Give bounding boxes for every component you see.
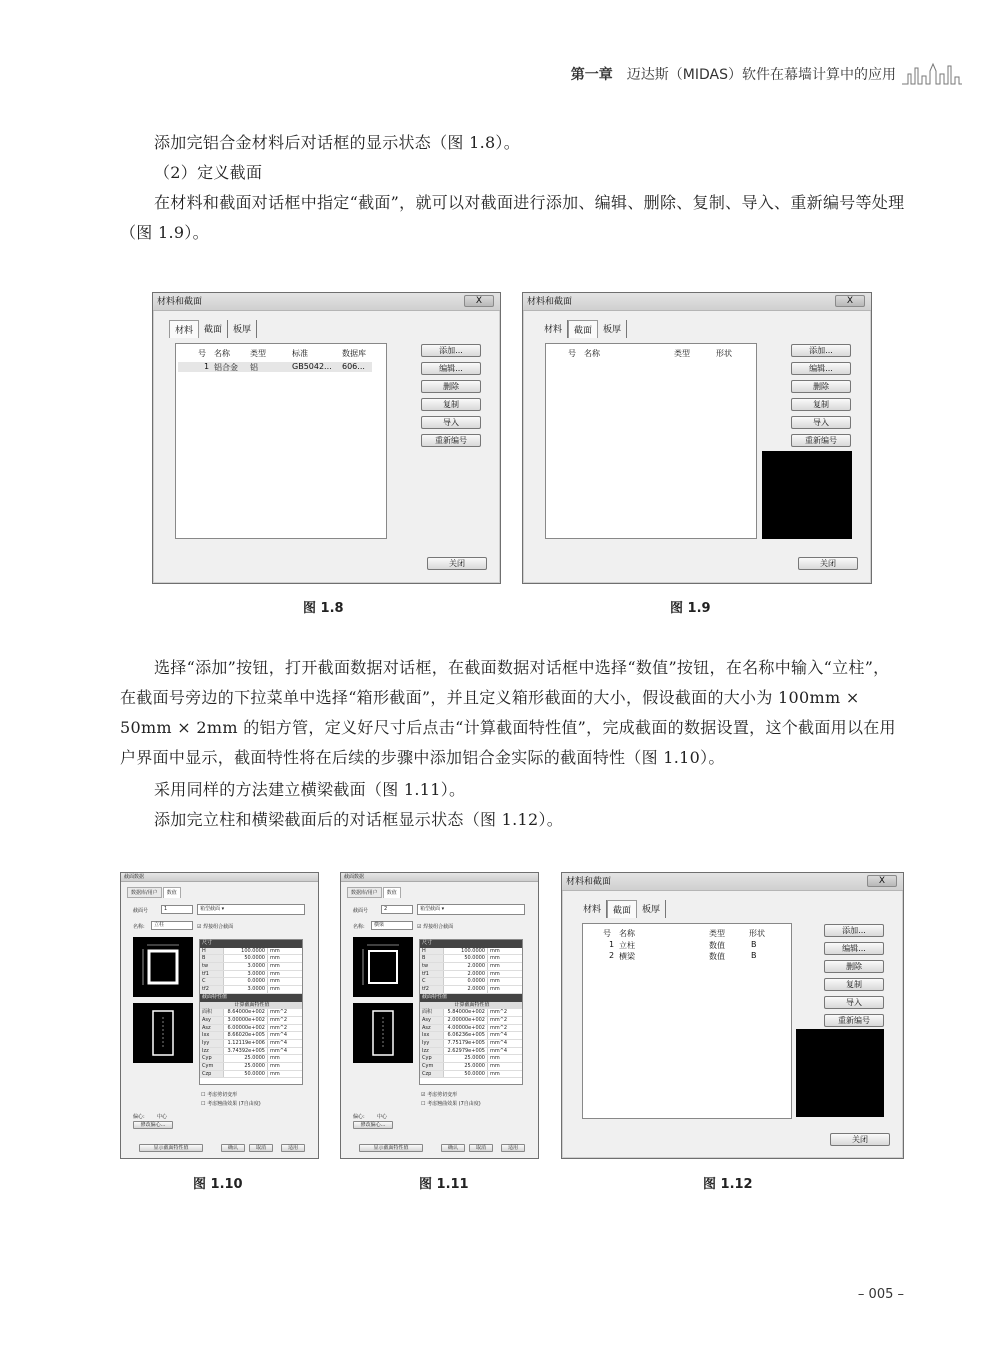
tab-materials[interactable]: 材料 [578,900,607,918]
weld-checkbox[interactable]: ☑ 焊接组合截面 [417,924,454,930]
table-row: Asz 6.00000e+002 mm^2 [200,1025,302,1033]
tab-database-user[interactable]: 数据库/用户 [127,887,162,898]
name-label: 名称: [353,924,365,930]
column-header: 名称 [214,349,230,358]
shape-value: 箱型截面 [420,906,441,912]
add-button[interactable]: 添加... [824,924,884,937]
dialog-title-bar [562,873,903,891]
table-row: Cyp 25.0000 mm [420,1055,522,1063]
table-row: Ixx 6.06236e+005 mm^4 [420,1032,522,1040]
show-properties-button[interactable]: 显示截面特性值 [139,1144,203,1152]
table-row: Cym 25.0000 mm [420,1063,522,1071]
table-row: Cym 25.0000 mm [200,1063,302,1071]
name-label: 名称: [133,924,145,930]
tab-strip [539,320,627,338]
section-3d-icon [353,1003,413,1063]
warping-checkbox[interactable]: ☐ 考虑翘曲效果 (7自由度) [201,1101,261,1107]
table-row: Ixx 8.66020e+005 mm^4 [200,1032,302,1040]
box-section-diagram [353,937,413,997]
table-row: Czp 50.0000 mm [200,1071,302,1079]
row-type: 数值 [709,952,725,961]
figure-caption-1-8: 图 1.8 [303,601,344,616]
sections-list[interactable] [545,343,757,539]
close-icon[interactable]: X [464,295,494,307]
renumber-button[interactable]: 重新编号 [824,1014,884,1027]
modify-offset-button[interactable]: 修改偏心... [133,1121,173,1129]
shear-checkbox-label: 考虑剪切变形 [207,1092,238,1098]
modify-offset-button[interactable]: 修改偏心... [353,1121,393,1129]
tab-values[interactable]: 数值 [163,887,181,898]
calc-properties-button[interactable]: 计算截面特性值 [420,1002,522,1010]
offset-value: 中心 [377,1114,388,1120]
shape-dropdown[interactable]: 箱型截面 ▾ [417,904,525,915]
tab-thickness[interactable]: 板厚 [598,320,627,338]
properties-table[interactable] [199,939,303,1085]
calc-properties-button[interactable]: 计算截面特性值 [200,1002,302,1010]
column-header: 名称 [584,349,600,358]
import-button[interactable]: 导入 [791,416,851,429]
shape-value: 箱型截面 [200,906,221,912]
cancel-button[interactable]: 取消 [469,1144,493,1152]
add-button[interactable]: 添加... [791,344,851,357]
table-row[interactable]: tf1 3.0000 mm [200,971,302,979]
skyline-icon [902,62,962,86]
copy-button[interactable]: 复制 [824,978,884,991]
table-row[interactable]: tw 2.0000 mm [420,963,522,971]
tab-strip [127,887,182,898]
figure-caption-1-12: 图 1.12 [703,1177,753,1192]
table-row[interactable]: C 0.0000 mm [200,978,302,986]
edit-button[interactable]: 编辑... [791,362,851,375]
table-row[interactable]: H 100.0000 mm [420,948,522,956]
dialog-title: 截面数据 [341,873,538,882]
column-header: 号 [198,349,206,358]
show-properties-button[interactable]: 显示截面特性值 [359,1144,423,1152]
table-row[interactable] [585,951,789,961]
weld-checkbox-label: 焊接组合截面 [203,924,234,930]
tab-strip [347,887,402,898]
row-shape: B [751,951,757,960]
section-data-dialog-fig110 [120,872,319,1159]
table-row: Czp 50.0000 mm [420,1071,522,1079]
column-header: 形状 [716,349,732,358]
tab-strip [169,320,257,338]
table-row[interactable]: B 50.0000 mm [420,955,522,963]
column-header: 类型 [674,349,690,358]
offset-label: 偏心: [353,1114,365,1120]
sections-list[interactable] [582,923,792,1119]
paragraph-6: 添加完立柱和横梁截面后的对话框显示状态（图 1.12）。 [154,810,564,829]
section-no-label: 截面号 [133,908,149,914]
dialog-title-bar [523,293,871,311]
column-header: 类型 [709,929,725,938]
shear-checkbox[interactable]: ☐ 考虑剪切变形 [201,1092,238,1098]
weld-checkbox[interactable]: ☑ 焊接组合截面 [197,924,234,930]
table-row[interactable]: tf1 2.0000 mm [420,971,522,979]
row-type: 铝 [250,363,258,372]
chapter-label: 第一章 [570,67,613,83]
column-header: 名称 [619,929,635,938]
ok-button[interactable]: 确认 [441,1144,465,1152]
section-preview [133,1003,193,1063]
shape-dropdown[interactable]: 箱型截面 ▾ [197,904,305,915]
section-3d-icon [133,1003,193,1063]
row-name: 铝合金 [214,363,238,372]
copy-button[interactable]: 复制 [791,398,851,411]
close-button[interactable]: 关闭 [830,1133,890,1146]
tab-thickness[interactable]: 板厚 [637,900,666,918]
row-type: 数值 [709,941,725,950]
table-row[interactable]: H 100.0000 mm [200,948,302,956]
paragraph-2: （2）定义截面 [154,163,263,182]
table-row: 面积 8.64000e+002 mm^2 [200,1009,302,1017]
edit-button[interactable]: 编辑... [421,362,481,375]
section-data-dialog-fig111 [340,872,539,1159]
row-standard: GB5042... [292,362,332,371]
paragraph-3: 在材料和截面对话框中指定“截面”，就可以对截面进行添加、编辑、删除、复制、导入、重新编号等处理（图 1.9）。 [120,193,905,242]
running-header [571,62,962,86]
materials-sections-dialog-fig112 [561,872,904,1159]
close-button[interactable]: 关闭 [798,557,858,570]
section-preview [353,1003,413,1063]
properties-table[interactable] [419,939,523,1085]
table-row: Asz 4.00000e+002 mm^2 [420,1025,522,1033]
table-row: 面积 5.84000e+002 mm^2 [420,1009,522,1017]
table-row: Izz 2.62979e+005 mm^4 [420,1048,522,1056]
table-row: Izz 3.74392e+005 mm^4 [200,1048,302,1056]
table-row[interactable]: tf2 3.0000 mm [200,986,302,994]
add-button[interactable]: 添加... [421,344,481,357]
renumber-button[interactable]: 重新编号 [791,434,851,447]
column-header: 号 [603,929,611,938]
offset-label: 偏心: [133,1114,145,1120]
figure-caption-1-9: 图 1.9 [670,601,711,616]
section-no-label: 截面号 [353,908,369,914]
dialog-title-bar [153,293,500,311]
row-number: 1 [609,940,615,949]
materials-sections-dialog-fig19 [522,292,872,584]
figure-caption-1-11: 图 1.11 [419,1177,469,1192]
delete-button[interactable]: 删除 [421,380,481,393]
name-field[interactable]: 横梁 [371,921,413,930]
tab-materials[interactable]: 材料 [169,320,199,338]
tab-strip [578,900,666,918]
table-row: Asy 2.00000e+002 mm^2 [420,1017,522,1025]
table-row: Cyp 25.0000 mm [200,1055,302,1063]
import-button[interactable]: 导入 [421,416,481,429]
tab-sections[interactable]: 截面 [199,320,228,338]
materials-sections-dialog-fig18 [152,292,501,584]
dimension-section-header: 尺寸 [200,940,302,948]
warping-checkbox-label: 考虑翘曲效果 (7自由度) [427,1101,481,1107]
table-row[interactable]: B 50.0000 mm [200,955,302,963]
tab-materials[interactable]: 材料 [539,320,568,338]
chapter-title: 迈达斯（MIDAS）软件在幕墙计算中的应用 [626,67,896,83]
row-number: 2 [609,951,615,960]
apply-button[interactable]: 适用 [281,1144,305,1152]
close-icon[interactable]: X [867,875,897,887]
dimension-section-header: 尺寸 [420,940,522,948]
section-preview [762,451,852,539]
delete-button[interactable]: 删除 [791,380,851,393]
table-row[interactable] [585,940,789,950]
table-row[interactable]: tw 3.0000 mm [200,963,302,971]
close-button[interactable]: 关闭 [427,557,487,570]
table-row[interactable] [178,362,372,372]
section-preview [796,1029,884,1117]
column-header: 数据库 [342,349,366,358]
weld-checkbox-label: 焊接组合截面 [423,924,454,930]
column-header: 标准 [292,349,308,358]
column-header: 类型 [250,349,266,358]
import-button[interactable]: 导入 [824,996,884,1009]
table-row: Iyy 1.12119e+006 mm^4 [200,1040,302,1048]
paragraph-4: 选择“添加”按钮，打开截面数据对话框，在截面数据对话框中选择“数值”按钮，在名称中输入“立柱”，在截面号旁边的下拉菜单中选择“箱形截面”，并且定义箱形截面的大小，假设截面的大小为 100mm × 50mm × 2mm 的铝方管，定义好尺寸后点击“计算截面特性值”，完成截面的数据设置，这个截面用以在用户界面中显示，截面特性将在后续的步骤中添加铝合金实际的截面特性（图 1.10）。 [120,658,896,767]
column-header: 形状 [749,929,765,938]
tab-sections[interactable]: 截面 [568,320,598,338]
offset-value: 中心 [157,1114,168,1120]
shear-checkbox[interactable]: ☑ 考虑剪切变形 [421,1092,458,1098]
shear-checkbox-label: 考虑剪切变形 [427,1092,458,1098]
tab-database-user[interactable]: 数据库/用户 [347,887,382,898]
dialog-title: 材料和截面 [157,297,203,307]
figure-caption-1-10: 图 1.10 [193,1177,243,1192]
table-row: Iyy 7.75179e+005 mm^4 [420,1040,522,1048]
dialog-title: 材料和截面 [527,297,573,307]
row-number: 1 [204,362,210,371]
warping-checkbox[interactable]: ☐ 考虑翘曲效果 (7自由度) [421,1101,481,1107]
property-section-header: 截面特性值 [420,994,522,1002]
tab-thickness[interactable]: 板厚 [228,320,257,338]
cancel-button[interactable]: 取消 [249,1144,273,1152]
paragraph-5: 采用同样的方法建立横梁截面（图 1.11）。 [154,780,466,799]
copy-button[interactable]: 复制 [421,398,481,411]
dialog-title: 截面数据 [121,873,318,882]
table-row[interactable]: C 0.0000 mm [420,978,522,986]
row-name: 横梁 [619,952,635,961]
page-number: – 005 – [857,1287,904,1302]
delete-button[interactable]: 删除 [824,960,884,973]
table-row: Asy 3.00000e+002 mm^2 [200,1017,302,1025]
tab-sections[interactable]: 截面 [607,900,637,918]
dialog-title: 材料和截面 [566,877,612,887]
apply-button[interactable]: 适用 [501,1144,525,1152]
edit-button[interactable]: 编辑... [824,942,884,955]
section-no-field[interactable]: 2 [381,905,413,914]
renumber-button[interactable]: 重新编号 [421,434,481,447]
box-section-diagram [133,937,193,997]
close-icon[interactable]: X [835,295,865,307]
name-field[interactable]: 立柱 [151,921,193,930]
box-section-icon [133,937,193,997]
tab-values[interactable]: 数值 [383,887,401,898]
materials-list[interactable] [175,343,387,539]
warping-checkbox-label: 考虑翘曲效果 (7自由度) [207,1101,261,1107]
box-section-icon [353,937,413,997]
property-section-header: 截面特性值 [200,994,302,1002]
ok-button[interactable]: 确认 [221,1144,245,1152]
section-no-field[interactable]: 1 [161,905,193,914]
row-database: 606... [342,362,365,371]
row-shape: B [751,940,757,949]
paragraph-1: 添加完铝合金材料后对话框的显示状态（图 1.8）。 [154,133,521,152]
row-name: 立柱 [619,941,635,950]
table-row[interactable]: tf2 2.0000 mm [420,986,522,994]
column-header: 号 [568,349,576,358]
